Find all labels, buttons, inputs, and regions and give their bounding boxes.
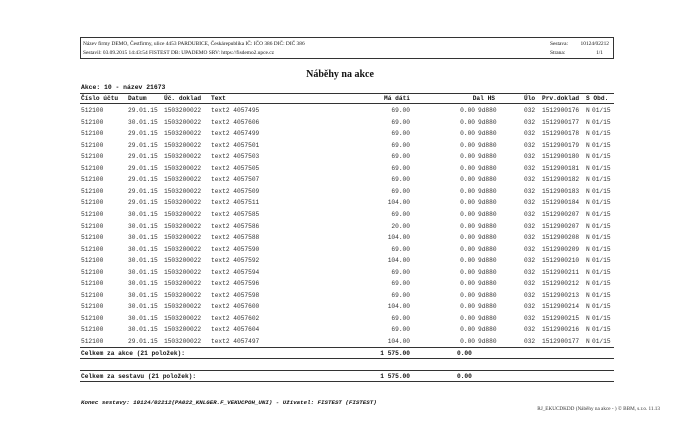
col-text: Text xyxy=(211,95,226,102)
table-row xyxy=(80,245,614,257)
cell-hs: 9d880 xyxy=(478,338,497,345)
cell-prv-doklad: 1512900178 xyxy=(542,130,580,138)
cell-dal: 0.00 xyxy=(460,141,475,149)
report-end-note: Konec sestavy: 10124/02212(PA022_KNLGER.F_VEKUCPOH_UNI) - Uživatel: FISTEST (FISTEST) xyxy=(81,399,377,406)
cell-s: N xyxy=(586,268,590,276)
company-info: Název firmy DEMO, Čestfirmy, ulice 4453 PARDUBICE, Českárepublika IČ: IČO 386 DIČ: DIČ 386 xyxy=(83,41,305,47)
cell-hs: 9d880 xyxy=(478,164,497,172)
cell-hs: 9d880 xyxy=(478,222,497,230)
cell-s: N xyxy=(586,199,590,207)
total-sestavu-label: Celkem za sestavu (21 položek): xyxy=(81,373,197,380)
cell-s: N xyxy=(586,257,590,265)
cell-dal: 0.00 xyxy=(460,153,475,161)
cell-ma-dati: 69.00 xyxy=(391,245,410,253)
col-cislo-uctu: Číslo účtu xyxy=(81,95,119,102)
cell-obd: 01/15 xyxy=(592,314,611,322)
cell-obd: 01/15 xyxy=(592,222,611,230)
cell-prv-doklad: 1512900210 xyxy=(542,257,580,265)
cell-ma-dati: 104.00 xyxy=(387,303,410,311)
cell-ulo: 032 xyxy=(524,107,536,114)
cell-prv-doklad: 1512900208 xyxy=(542,234,580,242)
cell-prv-doklad: 1512900181 xyxy=(542,164,580,172)
cell-datum: 30.01.15 xyxy=(128,245,158,253)
total-sestavu-dal: 0.00 xyxy=(457,373,472,380)
cell-doklad: 1503200022 xyxy=(164,245,202,253)
cell-doklad: 1503200022 xyxy=(164,291,202,299)
report-footer: RJ_EKUCDKDD (Náběhy na akce - ) © BBM, s.r.o. 11.13 xyxy=(537,406,660,412)
cell-dal: 0.00 xyxy=(460,268,475,276)
total-akce-row xyxy=(80,347,614,359)
cell-hs: 9d880 xyxy=(478,118,497,126)
cell-s: N xyxy=(586,314,590,322)
cell-s: N xyxy=(586,291,590,299)
table-row xyxy=(80,222,614,234)
cell-obd: 01/15 xyxy=(592,326,611,334)
col-prv-doklad: Prv.doklad xyxy=(542,95,580,102)
cell-ucet: 512100 xyxy=(81,176,104,184)
cell-datum: 30.01.15 xyxy=(128,257,158,265)
cell-text: text2 4057503 xyxy=(211,153,260,161)
cell-text: text2 4057604 xyxy=(211,326,260,334)
cell-dal: 0.00 xyxy=(460,303,475,311)
total-akce-ma-dati: 1 575.00 xyxy=(380,350,410,357)
cell-datum: 30.01.15 xyxy=(128,210,158,218)
cell-hs: 9d880 xyxy=(478,303,497,311)
cell-prv-doklad: 1512900209 xyxy=(542,245,580,253)
cell-prv-doklad: 1512900211 xyxy=(542,268,580,276)
col-dal-hs: Dal HS xyxy=(472,95,495,102)
cell-s: N xyxy=(586,176,590,184)
cell-doklad: 1503200022 xyxy=(164,303,202,311)
table-row xyxy=(80,187,614,199)
cell-hs: 9d880 xyxy=(478,257,497,265)
cell-dal: 0.00 xyxy=(460,314,475,322)
cell-obd: 01/15 xyxy=(592,234,611,242)
cell-dal: 0.00 xyxy=(460,245,475,253)
total-sestavu-ma-dati: 1 575.00 xyxy=(380,373,410,380)
cell-prv-doklad: 1512900215 xyxy=(542,314,580,322)
cell-doklad: 1503200022 xyxy=(164,199,202,207)
cell-hs: 9d880 xyxy=(478,268,497,276)
cell-s: N xyxy=(586,141,590,149)
cell-datum: 29.01.15 xyxy=(128,187,158,195)
cell-ulo: 032 xyxy=(524,245,536,253)
cell-obd: 01/15 xyxy=(592,199,611,207)
cell-hs: 9d880 xyxy=(478,187,497,195)
cell-dal: 0.00 xyxy=(460,176,475,184)
cell-datum: 30.01.15 xyxy=(128,280,158,288)
cell-hs: 9d880 xyxy=(478,107,497,114)
sestava-label: Sestava: xyxy=(550,41,568,47)
cell-text: text2 4057602 xyxy=(211,314,260,322)
cell-ucet: 512100 xyxy=(81,257,104,265)
cell-doklad: 1503200022 xyxy=(164,314,202,322)
cell-text: text2 4057511 xyxy=(211,199,260,207)
cell-text: text2 4057588 xyxy=(211,234,260,242)
cell-ulo: 032 xyxy=(524,303,536,311)
cell-prv-doklad: 1512900176 xyxy=(542,107,580,114)
cell-ucet: 512100 xyxy=(81,291,104,299)
cell-ulo: 032 xyxy=(524,234,536,242)
cell-datum: 30.01.15 xyxy=(128,314,158,322)
cell-ucet: 512100 xyxy=(81,338,104,345)
cell-s: N xyxy=(586,280,590,288)
cell-ucet: 512100 xyxy=(81,107,104,114)
table-row xyxy=(80,302,614,314)
cell-doklad: 1503200022 xyxy=(164,141,202,149)
cell-datum: 29.01.15 xyxy=(128,130,158,138)
cell-doklad: 1503200022 xyxy=(164,130,202,138)
cell-s: N xyxy=(586,338,590,345)
cell-doklad: 1503200022 xyxy=(164,164,202,172)
cell-prv-doklad: 1512900207 xyxy=(542,222,580,230)
strana-label: Strana: xyxy=(550,50,566,56)
cell-text: text2 4057600 xyxy=(211,303,260,311)
cell-hs: 9d880 xyxy=(478,210,497,218)
cell-doklad: 1503200022 xyxy=(164,338,202,345)
col-ulo: Úlo xyxy=(524,95,536,102)
col-uc-doklad: Úč. doklad xyxy=(164,95,202,102)
cell-ucet: 512100 xyxy=(81,210,104,218)
table-header xyxy=(80,93,614,104)
table-row xyxy=(80,141,614,153)
cell-dal: 0.00 xyxy=(460,187,475,195)
cell-ulo: 032 xyxy=(524,153,536,161)
cell-obd: 01/15 xyxy=(592,164,611,172)
cell-ucet: 512100 xyxy=(81,314,104,322)
cell-datum: 29.01.15 xyxy=(128,153,158,161)
table-row xyxy=(80,175,614,187)
cell-doklad: 1503200022 xyxy=(164,107,202,114)
sestava-value: 10124/02212 xyxy=(580,41,609,47)
cell-datum: 29.01.15 xyxy=(128,107,158,114)
cell-ma-dati: 69.00 xyxy=(391,141,410,149)
cell-ulo: 032 xyxy=(524,164,536,172)
cell-text: text2 4057590 xyxy=(211,245,260,253)
cell-doklad: 1503200022 xyxy=(164,268,202,276)
table-row xyxy=(80,118,614,130)
cell-ulo: 032 xyxy=(524,291,536,299)
cell-ulo: 032 xyxy=(524,210,536,218)
cell-prv-doklad: 1512900183 xyxy=(542,187,580,195)
cell-ma-dati: 69.00 xyxy=(391,314,410,322)
cell-dal: 0.00 xyxy=(460,210,475,218)
cell-doklad: 1503200022 xyxy=(164,280,202,288)
cell-hs: 9d880 xyxy=(478,326,497,334)
cell-prv-doklad: 1512900182 xyxy=(542,176,580,184)
table-row xyxy=(80,325,614,337)
cell-doklad: 1503200022 xyxy=(164,234,202,242)
cell-s: N xyxy=(586,164,590,172)
table-row xyxy=(80,291,614,303)
cell-ucet: 512100 xyxy=(81,234,104,242)
cell-doklad: 1503200022 xyxy=(164,222,202,230)
cell-ma-dati: 104.00 xyxy=(387,199,410,207)
cell-text: text2 4057499 xyxy=(211,130,260,138)
cell-ucet: 512100 xyxy=(81,222,104,230)
cell-s: N xyxy=(586,130,590,138)
table-row xyxy=(80,152,614,164)
cell-ucet: 512100 xyxy=(81,187,104,195)
cell-ucet: 512100 xyxy=(81,280,104,288)
cell-datum: 30.01.15 xyxy=(128,303,158,311)
cell-hs: 9d880 xyxy=(478,130,497,138)
cell-datum: 29.01.15 xyxy=(128,199,158,207)
cell-dal: 0.00 xyxy=(460,326,475,334)
cell-prv-doklad: 1512900180 xyxy=(542,153,580,161)
cell-s: N xyxy=(586,326,590,334)
cell-text: text2 4057509 xyxy=(211,187,260,195)
cell-ma-dati: 104.00 xyxy=(387,257,410,265)
cell-dal: 0.00 xyxy=(460,222,475,230)
cell-ma-dati: 69.00 xyxy=(391,280,410,288)
cell-prv-doklad: 1512900216 xyxy=(542,326,580,334)
cell-prv-doklad: 1512900207 xyxy=(542,210,580,218)
cell-ulo: 032 xyxy=(524,257,536,265)
cell-hs: 9d880 xyxy=(478,234,497,242)
cell-prv-doklad: 1512900212 xyxy=(542,280,580,288)
table-row xyxy=(80,268,614,280)
cell-text: text2 4057501 xyxy=(211,141,260,149)
cell-prv-doklad: 1512900177 xyxy=(542,338,580,345)
cell-ucet: 512100 xyxy=(81,118,104,126)
col-ma-dati: Má dáti xyxy=(384,95,410,102)
cell-dal: 0.00 xyxy=(460,107,475,114)
table-row xyxy=(80,233,614,245)
cell-ulo: 032 xyxy=(524,222,536,230)
cell-ma-dati: 69.00 xyxy=(391,187,410,195)
cell-s: N xyxy=(586,118,590,126)
cell-s: N xyxy=(586,210,590,218)
akce-heading: Akce: 10 - název 21673 xyxy=(81,84,166,91)
cell-ulo: 032 xyxy=(524,314,536,322)
cell-obd: 01/15 xyxy=(592,141,611,149)
table-row xyxy=(80,106,614,118)
table-row xyxy=(80,314,614,326)
cell-obd: 01/15 xyxy=(592,291,611,299)
cell-text: text2 4057495 xyxy=(211,107,260,114)
cell-ma-dati: 104.00 xyxy=(387,338,410,345)
cell-text: text2 4057586 xyxy=(211,222,260,230)
cell-ma-dati: 20.00 xyxy=(391,222,410,230)
cell-s: N xyxy=(586,187,590,195)
cell-dal: 0.00 xyxy=(460,130,475,138)
cell-ma-dati: 69.00 xyxy=(391,107,410,114)
cell-doklad: 1503200022 xyxy=(164,176,202,184)
cell-dal: 0.00 xyxy=(460,199,475,207)
cell-s: N xyxy=(586,107,590,114)
cell-ma-dati: 104.00 xyxy=(387,234,410,242)
total-akce-label: Celkem za akce (21 položek): xyxy=(81,350,185,357)
cell-hs: 9d880 xyxy=(478,176,497,184)
cell-obd: 01/15 xyxy=(592,107,611,114)
cell-s: N xyxy=(586,222,590,230)
cell-prv-doklad: 1512900184 xyxy=(542,199,580,207)
cell-obd: 01/15 xyxy=(592,303,611,311)
cell-dal: 0.00 xyxy=(460,164,475,172)
cell-datum: 30.01.15 xyxy=(128,118,158,126)
cell-hs: 9d880 xyxy=(478,199,497,207)
cell-datum: 30.01.15 xyxy=(128,268,158,276)
cell-prv-doklad: 1512900177 xyxy=(542,118,580,126)
cell-ulo: 032 xyxy=(524,280,536,288)
cell-hs: 9d880 xyxy=(478,153,497,161)
cell-ucet: 512100 xyxy=(81,199,104,207)
cell-obd: 01/15 xyxy=(592,130,611,138)
total-akce-dal: 0.00 xyxy=(457,350,472,357)
cell-prv-doklad: 1512900214 xyxy=(542,303,580,311)
cell-datum: 29.01.15 xyxy=(128,338,158,345)
cell-prv-doklad: 1512900213 xyxy=(542,291,580,299)
cell-ulo: 032 xyxy=(524,326,536,334)
cell-obd: 01/15 xyxy=(592,245,611,253)
cell-obd: 01/15 xyxy=(592,280,611,288)
cell-text: text2 4057606 xyxy=(211,118,260,126)
cell-ma-dati: 69.00 xyxy=(391,164,410,172)
cell-obd: 01/15 xyxy=(592,118,611,126)
cell-datum: 30.01.15 xyxy=(128,291,158,299)
cell-datum: 29.01.15 xyxy=(128,141,158,149)
cell-s: N xyxy=(586,303,590,311)
cell-s: N xyxy=(586,234,590,242)
cell-ma-dati: 69.00 xyxy=(391,268,410,276)
cell-ma-dati: 69.00 xyxy=(391,326,410,334)
cell-ucet: 512100 xyxy=(81,326,104,334)
table-row xyxy=(80,198,614,210)
cell-ucet: 512100 xyxy=(81,303,104,311)
cell-datum: 30.01.15 xyxy=(128,222,158,230)
strana-value: 1/1 xyxy=(596,50,603,56)
col-s-obd: S Obd. xyxy=(586,95,609,102)
cell-datum: 30.01.15 xyxy=(128,234,158,242)
cell-doklad: 1503200022 xyxy=(164,118,202,126)
cell-dal: 0.00 xyxy=(460,291,475,299)
cell-hs: 9d880 xyxy=(478,314,497,322)
table-row xyxy=(80,256,614,268)
cell-datum: 29.01.15 xyxy=(128,164,158,172)
cell-ucet: 512100 xyxy=(81,245,104,253)
cell-doklad: 1503200022 xyxy=(164,187,202,195)
cell-dal: 0.00 xyxy=(460,257,475,265)
cell-prv-doklad: 1512900179 xyxy=(542,141,580,149)
cell-text: text2 4057592 xyxy=(211,257,260,265)
cell-ucet: 512100 xyxy=(81,130,104,138)
cell-hs: 9d880 xyxy=(478,245,497,253)
cell-obd: 01/15 xyxy=(592,338,611,345)
table-row xyxy=(80,129,614,141)
cell-text: text2 4057505 xyxy=(211,164,260,172)
cell-text: text2 4057594 xyxy=(211,268,260,276)
cell-ucet: 512100 xyxy=(81,268,104,276)
cell-dal: 0.00 xyxy=(460,118,475,126)
generated-info: Sestavil: 03.09.2015 14:43:54 FISTEST DB: UPADEMO SRV: https://fisdemo2.upce.cz xyxy=(83,50,274,56)
table-row xyxy=(80,164,614,176)
cell-ulo: 032 xyxy=(524,118,536,126)
cell-obd: 01/15 xyxy=(592,268,611,276)
cell-ulo: 032 xyxy=(524,187,536,195)
cell-datum: 30.01.15 xyxy=(128,326,158,334)
cell-ulo: 032 xyxy=(524,268,536,276)
cell-s: N xyxy=(586,153,590,161)
cell-hs: 9d880 xyxy=(478,141,497,149)
cell-text: text2 4057507 xyxy=(211,176,260,184)
cell-ulo: 032 xyxy=(524,176,536,184)
cell-dal: 0.00 xyxy=(460,338,475,345)
cell-ucet: 512100 xyxy=(81,141,104,149)
cell-obd: 01/15 xyxy=(592,257,611,265)
cell-hs: 9d880 xyxy=(478,280,497,288)
cell-text: text2 4057497 xyxy=(211,338,260,345)
cell-obd: 01/15 xyxy=(592,176,611,184)
col-datum: Datum xyxy=(128,95,147,102)
cell-obd: 01/15 xyxy=(592,153,611,161)
report-title: Náběhy na akce xyxy=(306,69,374,80)
cell-ulo: 032 xyxy=(524,338,536,345)
cell-ma-dati: 69.00 xyxy=(391,176,410,184)
table-row xyxy=(80,279,614,291)
cell-doklad: 1503200022 xyxy=(164,257,202,265)
report-header-box xyxy=(80,37,614,59)
cell-doklad: 1503200022 xyxy=(164,153,202,161)
cell-dal: 0.00 xyxy=(460,234,475,242)
cell-hs: 9d880 xyxy=(478,291,497,299)
cell-obd: 01/15 xyxy=(592,210,611,218)
cell-datum: 29.01.15 xyxy=(128,176,158,184)
cell-ulo: 032 xyxy=(524,130,536,138)
cell-ulo: 032 xyxy=(524,199,536,207)
total-sestavu-row xyxy=(80,370,614,382)
cell-doklad: 1503200022 xyxy=(164,210,202,218)
cell-ma-dati: 69.00 xyxy=(391,118,410,126)
cell-text: text2 4057596 xyxy=(211,280,260,288)
cell-ucet: 512100 xyxy=(81,164,104,172)
cell-ucet: 512100 xyxy=(81,153,104,161)
cell-ma-dati: 69.00 xyxy=(391,210,410,218)
cell-ma-dati: 69.00 xyxy=(391,153,410,161)
cell-s: N xyxy=(586,245,590,253)
table-row xyxy=(80,210,614,222)
cell-ma-dati: 69.00 xyxy=(391,291,410,299)
cell-text: text2 4057585 xyxy=(211,210,260,218)
cell-doklad: 1503200022 xyxy=(164,326,202,334)
cell-dal: 0.00 xyxy=(460,280,475,288)
cell-text: text2 4057598 xyxy=(211,291,260,299)
cell-obd: 01/15 xyxy=(592,187,611,195)
cell-ulo: 032 xyxy=(524,141,536,149)
cell-ma-dati: 69.00 xyxy=(391,130,410,138)
